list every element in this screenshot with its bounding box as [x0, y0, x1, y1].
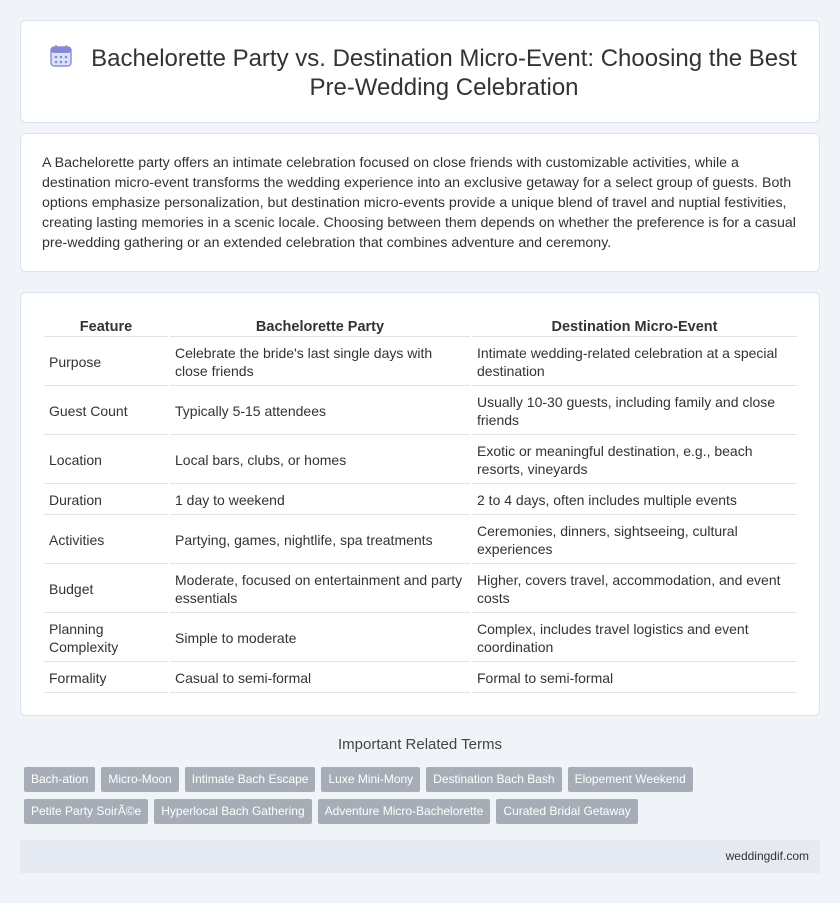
feature-cell: Location [44, 437, 168, 484]
related-terms-list [24, 767, 824, 831]
table-row [44, 566, 797, 613]
micro-event-cell: Intimate wedding-related celebration at a special destination [472, 339, 797, 386]
table-row [44, 615, 797, 662]
related-term-tag[interactable]: Petite Party SoirÃ©e [24, 799, 148, 824]
table-row [44, 437, 797, 484]
micro-event-cell: Exotic or meaningful destination, e.g., beach resorts, vineyards [472, 437, 797, 484]
related-term-tag[interactable]: Curated Bridal Getaway [496, 799, 637, 824]
micro-event-cell: Ceremonies, dinners, sightseeing, cultural experiences [472, 517, 797, 564]
related-term-tag[interactable]: Hyperlocal Bach Gathering [154, 799, 311, 824]
page-title: Bachelorette Party vs. Destination Micro-Event: Choosing the Best Pre-Wedding Celebration [91, 45, 797, 101]
bachelorette-cell: Local bars, clubs, or homes [170, 437, 470, 484]
feature-cell: Guest Count [44, 388, 168, 435]
micro-event-cell: 2 to 4 days, often includes multiple events [472, 486, 797, 515]
feature-cell: Formality [44, 664, 168, 693]
intro-paragraph: A Bachelorette party offers an intimate celebration focused on close friends with customizable activities, while a destination micro-event transforms the wedding experience into an exclusive getaway for a select group of guests. Both options emphasize personalization, but destination micro-events provide a unique blend of travel and nuptial festivities, creating lasting memories in a scenic locale. Choosing between them depends on whether the preference is for a casual pre-wedding gathering or an extended celebration that combines adventure and ceremony. [42, 155, 796, 251]
intro-card [20, 133, 820, 272]
table-header-row [44, 317, 797, 337]
header-destination-micro-event: Destination Micro-Event [472, 317, 797, 337]
bachelorette-cell: Casual to semi-formal [170, 664, 470, 693]
bachelorette-cell: Simple to moderate [170, 615, 470, 662]
related-term-tag[interactable]: Luxe Mini-Mony [321, 767, 420, 792]
feature-cell: Purpose [44, 339, 168, 386]
feature-cell: Budget [44, 566, 168, 613]
related-term-tag[interactable]: Destination Bach Bash [426, 767, 561, 792]
bachelorette-cell: Moderate, focused on entertainment and party essentials [170, 566, 470, 613]
feature-cell: Planning Complexity [44, 615, 168, 662]
related-terms-heading: Important Related Terms [338, 736, 502, 753]
comparison-card [20, 292, 820, 716]
feature-cell: Duration [44, 486, 168, 515]
related-term-tag[interactable]: Adventure Micro-Bachelorette [318, 799, 491, 824]
related-term-tag[interactable]: Micro-Moon [101, 767, 178, 792]
related-term-tag[interactable]: Elopement Weekend [568, 767, 693, 792]
micro-event-cell: Complex, includes travel logistics and event coordination [472, 615, 797, 662]
related-term-tag[interactable]: Intimate Bach Escape [185, 767, 316, 792]
calendar-icon [47, 42, 75, 70]
bachelorette-cell: 1 day to weekend [170, 486, 470, 515]
bachelorette-cell: Celebrate the bride's last single days with close friends [170, 339, 470, 386]
feature-cell: Activities [44, 517, 168, 564]
bachelorette-cell: Typically 5-15 attendees [170, 388, 470, 435]
footer [20, 840, 820, 873]
bachelorette-cell: Partying, games, nightlife, spa treatments [170, 517, 470, 564]
table-row [44, 388, 797, 435]
table-row [44, 517, 797, 564]
header-feature: Feature [44, 317, 168, 337]
title-card [20, 20, 820, 123]
footer-site-link[interactable]: weddingdif.com [725, 849, 809, 863]
table-row [44, 486, 797, 515]
header-bachelorette-party: Bachelorette Party [170, 317, 470, 337]
micro-event-cell: Formal to semi-formal [472, 664, 797, 693]
table-row [44, 664, 797, 693]
micro-event-cell: Usually 10-30 guests, including family and close friends [472, 388, 797, 435]
micro-event-cell: Higher, covers travel, accommodation, and event costs [472, 566, 797, 613]
comparison-table [42, 315, 799, 695]
related-term-tag[interactable]: Bach-ation [24, 767, 95, 792]
table-row [44, 339, 797, 386]
